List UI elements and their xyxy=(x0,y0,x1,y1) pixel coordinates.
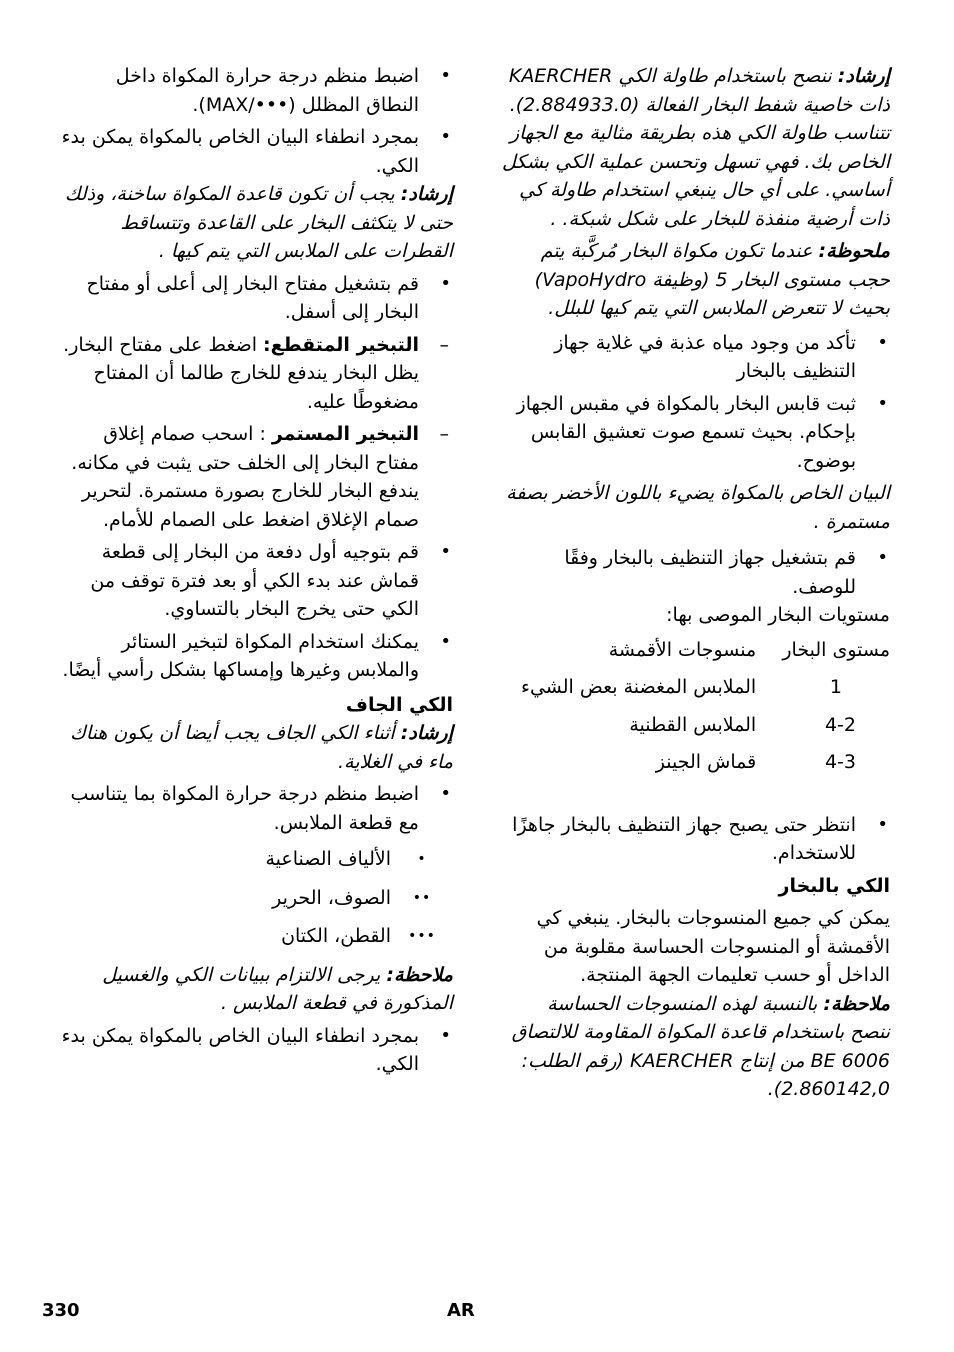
bullet-set-max: • اضبط منظم درجة حرارة المكواة داخل النطاق المظلل (•••/MAX). xyxy=(60,62,453,119)
table-header-row xyxy=(502,636,890,665)
row-fabric: الملابس القطنية xyxy=(629,713,757,736)
bullet-steam-switch: • قم بتشغيل مفتاح البخار إلى أعلى أو مفتاح البخار إلى أسفل. xyxy=(60,270,453,327)
steam-ironing-text: يمكن كي جميع المنسوجات بالبخار. ينبغي كي الأقمشة أو المنسوجات الحساسة مقلوبة من الداخل أو حسب تعليمات الجهة المنتجة. xyxy=(536,907,890,986)
note-text: يرجى الالتزام ببيانات الكي والغسيل المذكورة في قطعة الملابس . xyxy=(102,963,453,1014)
note-steam-level xyxy=(502,237,890,323)
dash-text: اضغط على مفتاح البخار. يظل البخار يندفع للخارج طالما أن المفتاح مضغوطًا عليه. xyxy=(63,333,419,413)
bullet-steam-plug: • ثبت قابس البخار بالمكواة في مقبس الجهاز بإحكام. بحيث تسمع صوت تعشيق القابس بوضوح. xyxy=(502,390,890,476)
bullet-wait-ready: • انتظر حتى يصبح جهاز التنظيف بالبخار جاهزًا للاستخدام. xyxy=(502,811,890,868)
row-level: 4-3 xyxy=(824,751,856,773)
dash-label: التبخير المتقطع: xyxy=(263,333,419,356)
language-code: AR xyxy=(447,1300,475,1321)
tip-text: أثناء الكي الجاف يجب أيضا أن يكون هناك ماء في الغلاية. xyxy=(70,722,453,773)
row-level: 4-2 xyxy=(824,713,856,736)
note-care-labels xyxy=(60,961,453,1018)
bullet-start-device: • قم بتشغيل جهاز التنظيف بالبخار وفقًا للوصف. xyxy=(502,544,890,601)
bullet-light-off: • بمجرد انطفاء البيان الخاص بالمكواة يمكن بدء الكي. xyxy=(60,1022,453,1079)
note-text: عندما تكون مكواة البخار مُركَّبة يتم حجب مستوى البخار 5 (وظيفة VapoHydro) بحيث لا تتعرض الملابس التي يتم كيها للبلل. xyxy=(534,240,890,319)
temperature-dots: ••• xyxy=(408,928,436,944)
dash-intermittent-steam xyxy=(60,331,453,417)
green-light-note: البيان الخاص بالمكواة يضيء باللون الأخضر بصفة مستمرة . xyxy=(506,482,890,533)
tip-label: إرشاد: xyxy=(400,722,453,744)
bullet-set-temperature: • اضبط منظم درجة حرارة المكواة بما يتناسب مع قطعة الملابس. xyxy=(60,780,453,837)
temperature-dots: • xyxy=(417,851,427,867)
row-level: 1 xyxy=(829,676,842,698)
note-label: ملحوظة: xyxy=(818,240,890,262)
temperature-label: الألياف الصناعية xyxy=(265,848,391,870)
note-sensitive-fabrics xyxy=(502,990,890,1104)
tip-text: يجب أن تكون قاعدة المكواة ساخنة، وذلك حتى لا يتكثف البخار على القاعدة وتتساقط القطرات على الملابس التي يتم كيها . xyxy=(64,183,453,262)
dash-continuous-steam xyxy=(60,420,453,534)
tip-label: إرشاد: xyxy=(837,65,890,87)
tip-dry-ironing xyxy=(60,719,453,776)
temperature-label: الصوف، الحرير xyxy=(272,886,391,909)
tip-hot-sole xyxy=(60,180,453,266)
bullet-first-burst: • قم بتوجيه أول دفعة من البخار إلى قطعة قماش عند بدء الكي أو بعد فترة توقف من الكي حتى يخرج البخار بالتساوي. xyxy=(60,538,453,624)
dash-label: التبخير المستمر xyxy=(271,423,419,445)
temperature-setting-row xyxy=(60,845,453,874)
note-label: ملاحظة: xyxy=(823,992,890,1015)
left-column xyxy=(60,62,453,1083)
right-column xyxy=(502,62,890,1104)
temperature-setting-row xyxy=(60,884,453,913)
header-fabric: منسوجات الأقمشة xyxy=(608,638,757,661)
bullet-vertical-steaming: • يمكنك استخدام المكواة لتبخير الستائر والملابس وغيرها وإمساكها بشكل رأسي أيضًا. xyxy=(60,628,453,685)
recommended-levels-intro: مستويات البخار الموصى بها: xyxy=(666,604,890,626)
page-number: 330 xyxy=(42,1300,80,1321)
temperature-dots: •• xyxy=(412,889,432,906)
table-row xyxy=(502,664,890,702)
row-fabric: قماش الجينز xyxy=(655,751,757,773)
note-label: ملاحظة: xyxy=(386,963,453,986)
tip-text: ننصح باستخدام طاولة الكي KAERCHER ذات خاصية شفط البخار الفعالة (2.884933.0). تتناسب طاولة الكي هذه بطريقة مثالية مع الجهاز الخاص بك. فهي تسهل وتحسن عملية الكي بشكل أساسي. على أي حال ينبغي استخدام طاولة كي ذات أرضية منفذة للبخار على شكل شبكة. . xyxy=(502,65,890,230)
header-steam-level: مستوى البخار xyxy=(782,638,890,661)
steam-level-table xyxy=(502,636,890,777)
bullet-fresh-water: • تأكد من وجود مياه عذبة في غلاية جهاز التنظيف بالبخار xyxy=(502,329,890,386)
row-fabric: الملابس المغضنة بعض الشيء xyxy=(521,676,757,698)
dry-ironing-heading: الكي الجاف xyxy=(345,693,453,716)
tip-ironing-board xyxy=(502,62,890,233)
note-text: بالنسبة لهذه المنسوجات الحساسة ننصح باستخدام قاعدة المكواة المقاومة للالتصاق BE 6006 من إنتاج KAERCHER (رقم الطلب: 2.860142,0). xyxy=(511,992,890,1100)
dash-text: : اسحب صمام إغلاق مفتاح البخار إلى الخلف حتى يثبت في مكانه. يندفع البخار للخارج بصورة مستمرة. لتحرير صمام الإغلاق اضغط على الصمام للأمام. xyxy=(71,423,419,531)
temperature-setting-row xyxy=(60,922,453,951)
temperature-label: القطن، الكتان xyxy=(281,925,391,947)
steam-ironing-heading: الكي بالبخار xyxy=(778,874,890,897)
bullet-light-off: • بمجرد انطفاء البيان الخاص بالمكواة يمكن بدء الكي. xyxy=(60,123,453,180)
tip-label: إرشاد: xyxy=(400,183,453,205)
table-row xyxy=(502,739,890,777)
table-row xyxy=(502,702,890,740)
